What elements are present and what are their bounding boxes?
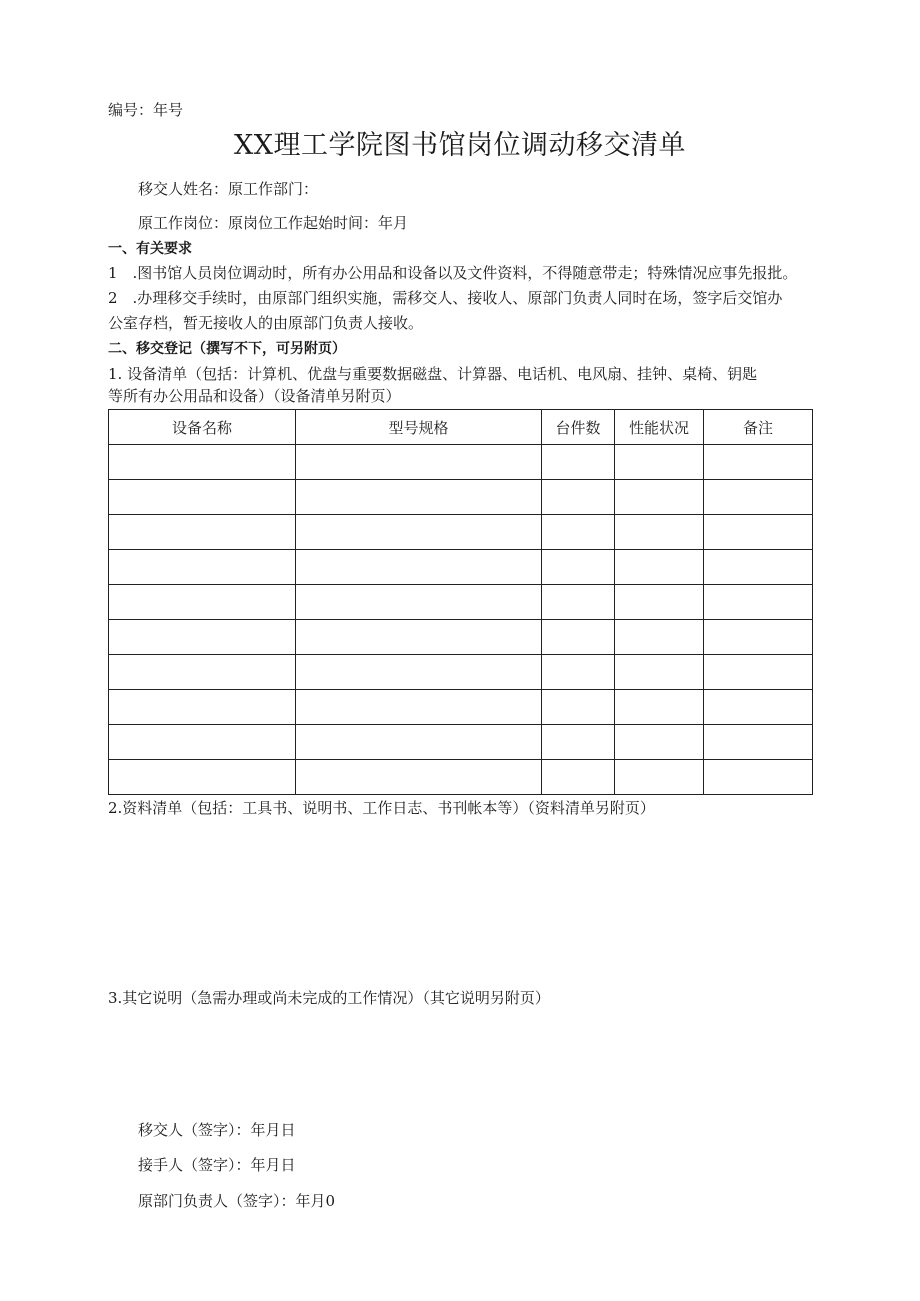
table-cell[interactable] — [542, 445, 615, 480]
table-row — [109, 760, 813, 795]
table-cell[interactable] — [542, 760, 615, 795]
table-cell[interactable] — [296, 550, 542, 585]
table-cell[interactable] — [615, 480, 704, 515]
table-cell[interactable] — [615, 585, 704, 620]
table-cell[interactable] — [615, 445, 704, 480]
table-cell[interactable] — [296, 515, 542, 550]
table-cell[interactable] — [109, 690, 296, 725]
table-cell[interactable] — [615, 760, 704, 795]
table-cell[interactable] — [109, 620, 296, 655]
table-cell[interactable] — [542, 515, 615, 550]
table-cell[interactable] — [615, 655, 704, 690]
signature-handover: 移交人（签字）：年月日 — [138, 1121, 296, 1139]
table-row — [109, 725, 813, 760]
table-cell[interactable] — [109, 585, 296, 620]
table-cell[interactable] — [296, 480, 542, 515]
table-row — [109, 515, 813, 550]
table-cell[interactable] — [704, 585, 813, 620]
table-cell[interactable] — [704, 725, 813, 760]
table-row — [109, 550, 813, 585]
table-cell[interactable] — [704, 550, 813, 585]
requirement-item-2-line1: 2 .办理移交手续时，由原部门组织实施，需移交人、接收人、原部门负责人同时在场，签字后交馆办 — [108, 289, 783, 307]
table-cell[interactable] — [704, 480, 813, 515]
info-line-name-department: 移交人姓名：原工作部门： — [138, 180, 319, 198]
table-cell[interactable] — [542, 585, 615, 620]
table-cell[interactable] — [615, 550, 704, 585]
table-row — [109, 585, 813, 620]
table-cell[interactable] — [615, 690, 704, 725]
table-cell[interactable] — [704, 655, 813, 690]
header-device-name: 设备名称 — [109, 410, 296, 445]
section1-heading: 一、有关要求 — [108, 241, 192, 257]
signature-receiver: 接手人（签字）：年月日 — [138, 1156, 296, 1174]
table-cell[interactable] — [542, 550, 615, 585]
table-cell[interactable] — [296, 690, 542, 725]
info-line-position-start: 原工作岗位：原岗位工作起始时间：年月 — [138, 214, 409, 232]
table-row — [109, 655, 813, 690]
table-cell[interactable] — [296, 620, 542, 655]
requirement-item-2-line2: 公室存档，暂无接收人的由原部门负责人接收。 — [108, 314, 424, 332]
table-row — [109, 620, 813, 655]
equipment-list-desc-line1: 1. 设备清单（包括：计算机、优盘与重要数据磁盘、计算器、电话机、电风扇、挂钟、桌椅、钥匙 — [108, 365, 758, 383]
table-cell[interactable] — [296, 760, 542, 795]
page-title: XX理工学院图书馆岗位调动移交清单 — [234, 130, 686, 161]
serial-number: 编号：年号 — [108, 101, 184, 119]
section2-heading: 二、移交登记（撰写不下，可另附页） — [108, 341, 346, 357]
table-cell[interactable] — [296, 655, 542, 690]
table-cell[interactable] — [615, 725, 704, 760]
table-row — [109, 480, 813, 515]
requirement-item-1: 1 .图书馆人员岗位调动时，所有办公用品和设备以及文件资料，不得随意带走；特殊情况应事先报批。 — [108, 264, 798, 282]
table-cell[interactable] — [704, 620, 813, 655]
documents-list-desc: 2.资料清单（包括：工具书、说明书、工作日志、书刊帐本等）（资料清单另附页） — [108, 799, 655, 817]
table-cell[interactable] — [615, 620, 704, 655]
table-row — [109, 690, 813, 725]
header-quantity: 台件数 — [542, 410, 615, 445]
table-cell[interactable] — [109, 760, 296, 795]
table-cell[interactable] — [296, 725, 542, 760]
table-cell[interactable] — [109, 445, 296, 480]
header-remarks: 备注 — [704, 410, 813, 445]
table-cell[interactable] — [542, 480, 615, 515]
table-cell[interactable] — [296, 585, 542, 620]
table-cell[interactable] — [109, 550, 296, 585]
table-cell[interactable] — [542, 620, 615, 655]
table-cell[interactable] — [542, 725, 615, 760]
table-cell[interactable] — [109, 515, 296, 550]
table-cell[interactable] — [109, 655, 296, 690]
other-notes-desc: 3.其它说明（急需办理或尚未完成的工作情况）（其它说明另附页） — [108, 989, 550, 1007]
table-cell[interactable] — [542, 690, 615, 725]
table-cell[interactable] — [704, 515, 813, 550]
equipment-list-desc-line2: 等所有办公用品和设备）（设备清单另附页） — [108, 387, 401, 405]
table-cell[interactable] — [615, 515, 704, 550]
table-cell[interactable] — [296, 445, 542, 480]
table-cell[interactable] — [109, 480, 296, 515]
equipment-table — [108, 409, 813, 795]
table-cell[interactable] — [109, 725, 296, 760]
header-model-spec: 型号规格 — [296, 410, 542, 445]
table-cell[interactable] — [704, 690, 813, 725]
table-cell[interactable] — [704, 445, 813, 480]
signature-department-head: 原部门负责人（签字）：年月0 — [138, 1192, 336, 1210]
header-condition: 性能状况 — [615, 410, 704, 445]
table-cell[interactable] — [542, 655, 615, 690]
table-row — [109, 445, 813, 480]
table-header-row — [109, 410, 813, 445]
table-cell[interactable] — [704, 760, 813, 795]
